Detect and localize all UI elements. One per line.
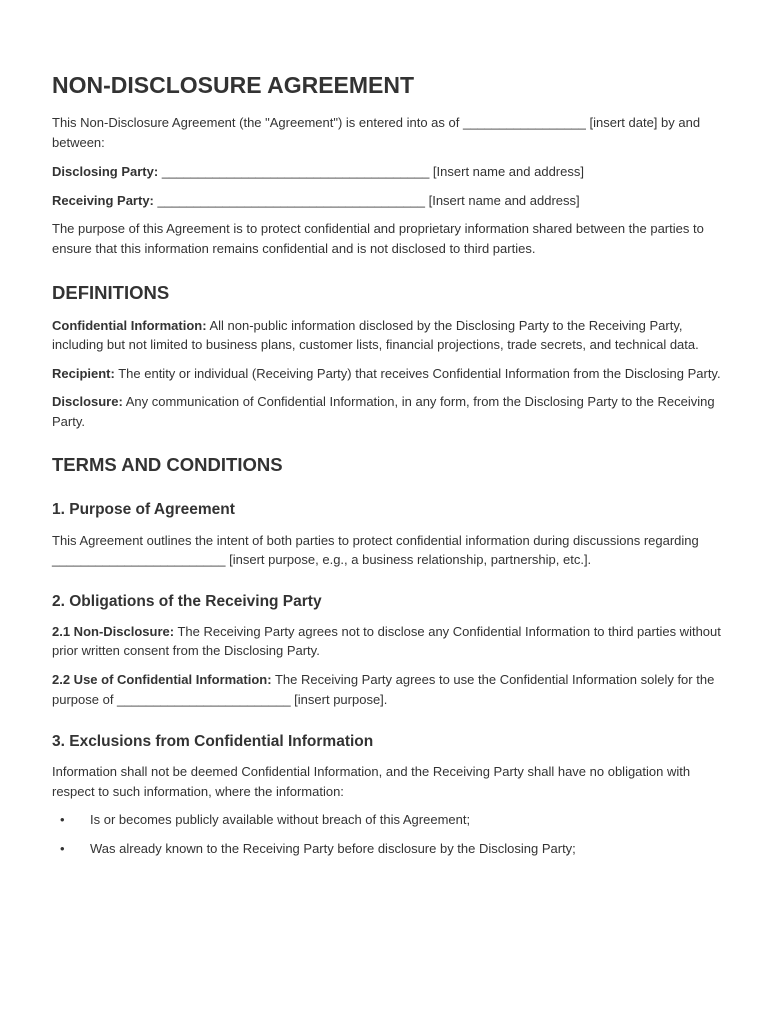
definition-text: The entity or individual (Receiving Party) that receives Confidential Information from the Disclosing Party. (114, 365, 721, 381)
disclosing-party-line (52, 162, 724, 182)
definition-term: Disclosure: (52, 394, 123, 410)
receiving-party-label: Receiving Party: (52, 192, 154, 208)
clause-text: The Receiving Party agrees to use the Confidential Information solely for the purpose of ________________________ [insert purpose]. (52, 671, 715, 707)
purpose-paragraph: The purpose of this Agreement is to protect confidential and proprietary information shared between the parties to ensure that this information remains confidential and is not disclosed to third parties. (52, 221, 704, 256)
definitions-heading: DEFINITIONS (52, 281, 170, 303)
clause-term: 2.1 Non-Disclosure: (52, 623, 175, 639)
document-page (52, 70, 724, 858)
receiving-party-text: _____________________________________ [Insert name and address] (153, 192, 580, 208)
list-item (52, 839, 724, 859)
definition-text: Any communication of Confidential Information, in any form, from the Disclosing Party to the Receiving Party. (52, 394, 715, 429)
terms-heading: TERMS AND CONDITIONS (52, 453, 283, 475)
section-3-heading: 3. Exclusions from Confidential Information (52, 733, 374, 751)
intro-paragraph: This Non-Disclosure Agreement (the "Agreement") is entered into as of _________________ [insert date] by and between: (52, 115, 701, 150)
definition-text: All non-public information disclosed by the Disclosing Party to the Receiving Party, including but not limited to business plans, customer lists, financial projections, trade secrets, and technical data. (52, 317, 699, 353)
clause-2-1 (52, 622, 724, 661)
section-3-paragraph: Information shall not be deemed Confidential Information, and the Receiving Party shall have no obligation with respect to such information, where the information: (52, 764, 691, 799)
bullet-icon: • (60, 840, 65, 856)
bullet-icon: • (60, 812, 65, 828)
clause-term: 2.2 Use of Confidential Information: (52, 671, 272, 687)
clause-text: The Receiving Party agrees not to disclose any Confidential Information to third parties without prior written consent from the Disclosing Party. (52, 623, 721, 659)
definition-recipient (52, 364, 724, 384)
definition-term: Recipient: (52, 365, 115, 381)
receiving-party-line (52, 191, 724, 211)
definition-disclosure (52, 392, 724, 431)
clause-2-2 (52, 670, 724, 709)
exclusions-list (52, 810, 724, 858)
list-item (52, 810, 724, 830)
section-1-heading: 1. Purpose of Agreement (52, 500, 235, 518)
disclosing-party-label: Disclosing Party: (52, 164, 159, 180)
document-title: NON-DISCLOSURE AGREEMENT (52, 72, 415, 98)
definition-term: Confidential Information: (52, 317, 207, 333)
list-item-text: Was already known to the Receiving Party before disclosure by the Disclosing Party; (90, 840, 576, 856)
definition-confidential-information (52, 316, 724, 355)
section-1-paragraph: This Agreement outlines the intent of both parties to protect confidential information during discussions regarding ________________________ [insert purpose, e.g., a business relationship, partnership, etc.]. (52, 532, 699, 568)
disclosing-party-text: _____________________________________ [Insert name and address] (158, 164, 584, 180)
list-item-text: Is or becomes publicly available without breach of this Agreement; (90, 812, 471, 828)
section-2-heading: 2. Obligations of the Receiving Party (52, 592, 322, 610)
